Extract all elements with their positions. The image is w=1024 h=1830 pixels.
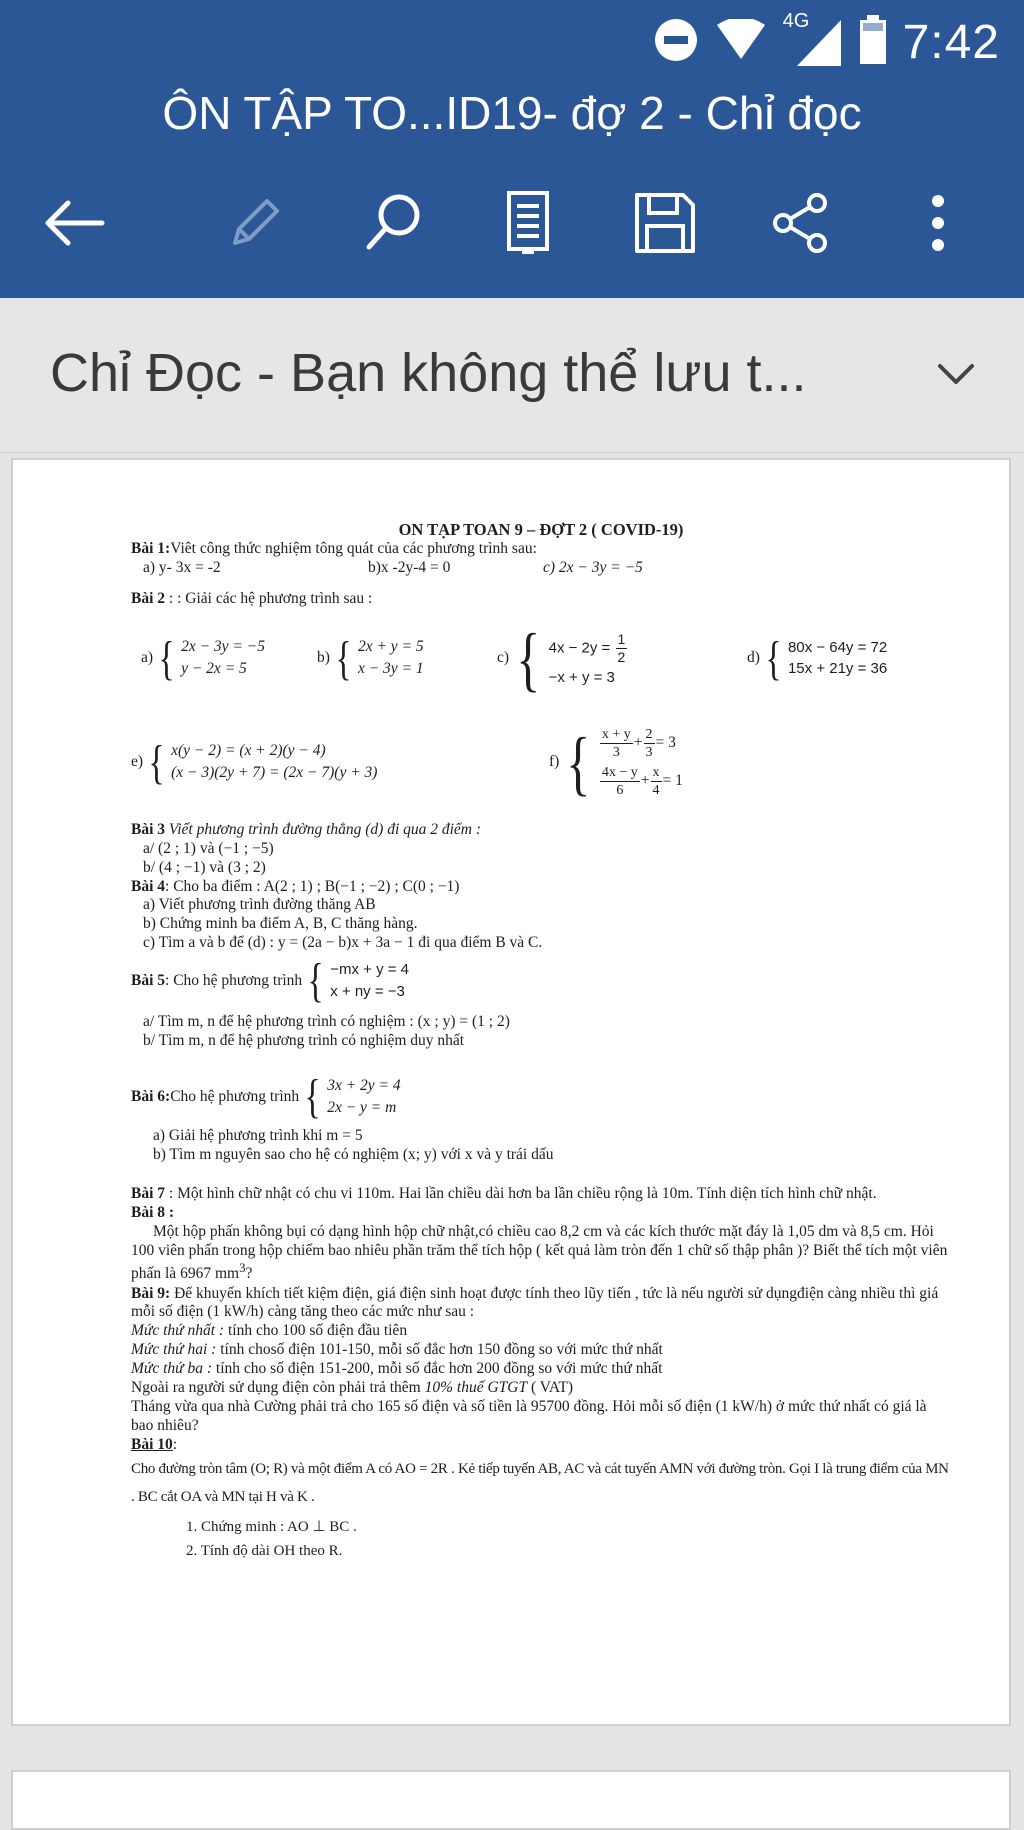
exercise-10-label: Bài 10: [131,1435,178,1453]
exercise-text-end: ? [245,1265,253,1283]
edit-button[interactable] [207,182,303,268]
superscript: 3 [239,1260,246,1276]
item-2: 2. Tính độ dài OH theo R. [186,1542,343,1559]
tier-2: Mức thứ hai : tính chosố điện 101-150, mỗi số đắc hơn 150 đồng so với mức thứ nhất [131,1341,663,1359]
fraction: $\frac{x + y}{3}$ [601,727,631,761]
equation: 15x + 21y = 36 [787,660,888,678]
fraction: $\frac{x}{4}$ [652,765,660,799]
item-a: a/ (2 ; 1) và (−1 ; −5) [143,839,274,857]
exercise-7 [131,1185,951,1204]
item-label: e) [131,753,144,771]
equation: 2x + y = 5 [357,638,424,656]
equation: 80x − 64y = 72 [787,639,888,657]
exercise-label: Bài 5 [131,971,166,989]
item-1: 1. Chứng minh : AO ⊥ BC . [186,1518,357,1535]
system-b [317,631,497,685]
equation: −mx + y = 4 [330,961,410,979]
equations [549,631,629,687]
equation: 2x − 3y = −5 [181,638,265,656]
equation: x(y − 2) = (x + 2)(y − 4) [171,742,326,760]
back-arrow-icon [42,199,106,252]
network-type: 4G [782,10,810,32]
equation: 2x − y = m [327,1098,397,1116]
battery-icon [859,15,887,70]
tier-3: Mức thứ ba : tính cho số điện 151-200, mỗi số đắc hơn 200 đồng so với mức thứ nhất [131,1360,663,1378]
equation: $\frac{x + y}{3}$ + $\frac{2}{3}$ = 3 [601,727,676,761]
pencil-icon [225,193,285,258]
exercise-5 [131,954,951,1008]
equations [330,961,409,1001]
exercise-label: Bài 7 [131,1184,166,1202]
exercise-label: Bài 9: [131,1284,171,1302]
exercise-text: : Một hình chữ nhật có chu vi 110m. Hai lần chiều dài hơn ba lần chiều rộng là 10m. Tính diện tích hình chữ nhật. [165,1184,877,1202]
exercise-3 [131,821,951,840]
document-content [131,520,951,1560]
document-title: ÔN TẬP TO...ID19- đợ 2 - Chỉ đọc [162,87,862,139]
toolbar [0,182,1024,268]
item-b: b/ (4 ; −1) và (3 ; 2) [143,858,266,876]
chevron-down-icon [936,362,976,391]
share-icon [769,191,833,260]
exercise-2 [131,590,951,609]
cell-signal-icon [782,10,843,68]
more-options-button[interactable] [890,182,986,268]
item-a: a) y- 3x = -2 [143,559,221,577]
exercise-1 [131,540,951,559]
equation: y − 2x = 5 [181,660,247,678]
exercise-2-row-2 [131,713,951,813]
exercise-text: Cho hệ phương trình [170,1087,300,1105]
equations [358,638,424,679]
brace: { [307,954,324,1008]
item-a: a/ Tìm m, n để hệ phương trình có nghiệm : (x ; y) = (1 ; 2) [143,1013,510,1031]
doc-title: ON TẠP TOAN 9 – ĐỢT 2 ( COVID-19) [398,520,684,539]
next-document-page[interactable] [11,1770,1011,1830]
equations [599,726,683,799]
exercise-9-question: Tháng vừa qua nhà Cường phải trả cho 165 số điện và số tiền là 95700 đồng. Hỏi mỗi số điện (1 kW/h) ở mức thứ nhất có giá là bao nhiêu? [131,1397,927,1434]
exercise-text: : Cho hệ phương trình [165,971,303,989]
exercise-8-label: Bài 8 : [131,1203,175,1221]
tier-1: Mức thứ nhất : tính cho 100 số điện đầu tiên [131,1322,408,1340]
item-b: b)x -2y-4 = 0 [368,559,451,577]
save-icon [634,192,696,259]
document-icon [506,190,550,261]
item-b: b) Chứng minh ba điểm A, B, C thăng hàng. [143,915,418,933]
item-label: c) [497,649,510,667]
item-b: b) Tìm m nguyên sao cho hệ có nghiệm (x; y) với x và y trái dấu [153,1145,554,1163]
exercise-2-row-1 [131,615,951,703]
item-label: a) [141,649,154,667]
exercise-4 [131,878,951,897]
system-e [131,735,549,789]
equation: x + ny = −3 [330,982,405,1000]
read-only-message: Chỉ Đọc - Bạn không thể lưu t... [50,343,807,403]
exercise-label: Bài 2 [131,589,166,607]
vat-note: Ngoài ra người sử dụng điện còn phải trả thêm 10% thuế GTGT ( VAT) [131,1379,574,1397]
exercise-text: Viết phương trình đường thẳng (d) đi qua 2 điểm : [165,820,482,838]
item-c: c) Tìm a và b để (d) : y = (2a − b)x + 3a − 1 đi qua điểm B và C. [143,934,543,952]
brace: { [765,631,782,685]
document-page[interactable] [11,458,1011,1726]
fraction: $\frac{1}{2}$ [617,630,626,665]
item-c: c) 2x − 3y = −5 [543,559,643,577]
equation: 4x − 2y = $\frac{1}{2}$ [548,630,626,665]
status-bar [653,10,1000,70]
exercise-label: Bài 4 [131,877,166,895]
system-a [131,631,317,685]
exercise-label: Bài 3 [131,820,166,838]
exercise-1-items [131,559,951,578]
equations [788,639,887,679]
dnd-icon [653,17,699,68]
exercise-10: Cho đường tròn tâm (O; R) và một điểm A có AO = 2R . Kẻ tiếp tuyến AB, AC và cát tuyến AMN với đường tròn. Gọi I là trung điểm của MN . BC cắt OA và MN tại H và K . [131,1460,949,1506]
exercise-8 [131,1223,951,1285]
equation: (x − 3)(2y + 7) = (2x − 7)(y + 3) [171,764,378,782]
exercise-text: Viêt công thức nghiệm tông quát của các phương trình sau: [170,540,537,558]
item-label: b) [317,649,330,667]
brace: { [304,1070,321,1123]
system-d [747,631,888,685]
equation: x − 3y = 1 [357,660,424,678]
brace: { [335,631,352,685]
brace: { [158,631,175,685]
exercise-text: : : Giải các hệ phương trình sau : [165,589,373,607]
brace: { [566,722,591,803]
save-button[interactable] [617,182,713,268]
exercise-6 [131,1070,951,1123]
reading-view-button[interactable] [480,182,576,268]
item-label: f) [549,753,560,771]
wifi-icon [715,19,767,66]
equations [171,742,377,783]
search-button[interactable] [345,182,441,268]
equations [181,638,265,679]
item-a: a) Viết phương trình đường thăng AB [143,896,376,914]
brace: { [516,618,541,699]
read-only-banner[interactable] [0,298,1024,453]
exercise-9 [131,1285,951,1323]
search-icon [361,191,425,260]
fraction: $\frac{2}{3}$ [645,727,653,761]
expand-banner-button[interactable] [926,346,986,406]
back-button[interactable] [26,182,122,268]
system [299,1070,401,1123]
share-button[interactable] [753,182,849,268]
fraction: $\frac{4x - y}{6}$ [601,765,638,799]
exercise-label: Bài 1: [131,540,171,558]
clock: 7:42 [902,15,1000,69]
system [302,954,410,1008]
equation: −x + y = 3 [548,668,615,686]
item-b: b/ Tìm m, n để hệ phương trình có nghiệm duy nhất [143,1032,465,1050]
exercise-text: : Cho ba điểm : A(2 ; 1) ; B(−1 ; −2) ; C(0 ; −1) [165,877,460,895]
item-label: d) [747,649,760,667]
equation: 3x + 2y = 4 [327,1076,401,1094]
app-header [0,0,1024,298]
equation: $\frac{4x - y}{6}$ + $\frac{x}{4}$ = 1 [601,765,683,799]
exercise-text: Để khuyến khích tiết kiệm điện, giá điện sinh hoạt được tính theo lũy tiến , tức là nếu người sử dụngđiện càng nhiều thì giá mỗi số điện (1 kW/h) càng tăng theo các mức như sau : [131,1284,939,1321]
exercise-text: Một hộp phấn không bụi có dạng hình hộp chữ nhật,có chiều cao 8,2 cm và các kích thước mặt đáy là 1,05 dm và 8,5 cm. Hỏi 100 viên phấn trong hộp chiếm bao nhiêu phần trăm thể tích hộp ( kết quả làm tròn đến 1 chữ số thập phân )? Biết thể tích một viên phấn là 6967 mm [131,1222,948,1283]
more-vertical-icon [928,191,948,260]
system-f [549,722,683,803]
item-a: a) Giải hệ phương trình khi m = 5 [153,1127,363,1144]
exercise-label: Bài 6: [131,1087,171,1105]
system-c [497,618,747,699]
brace: { [148,735,165,789]
equations [327,1077,400,1118]
